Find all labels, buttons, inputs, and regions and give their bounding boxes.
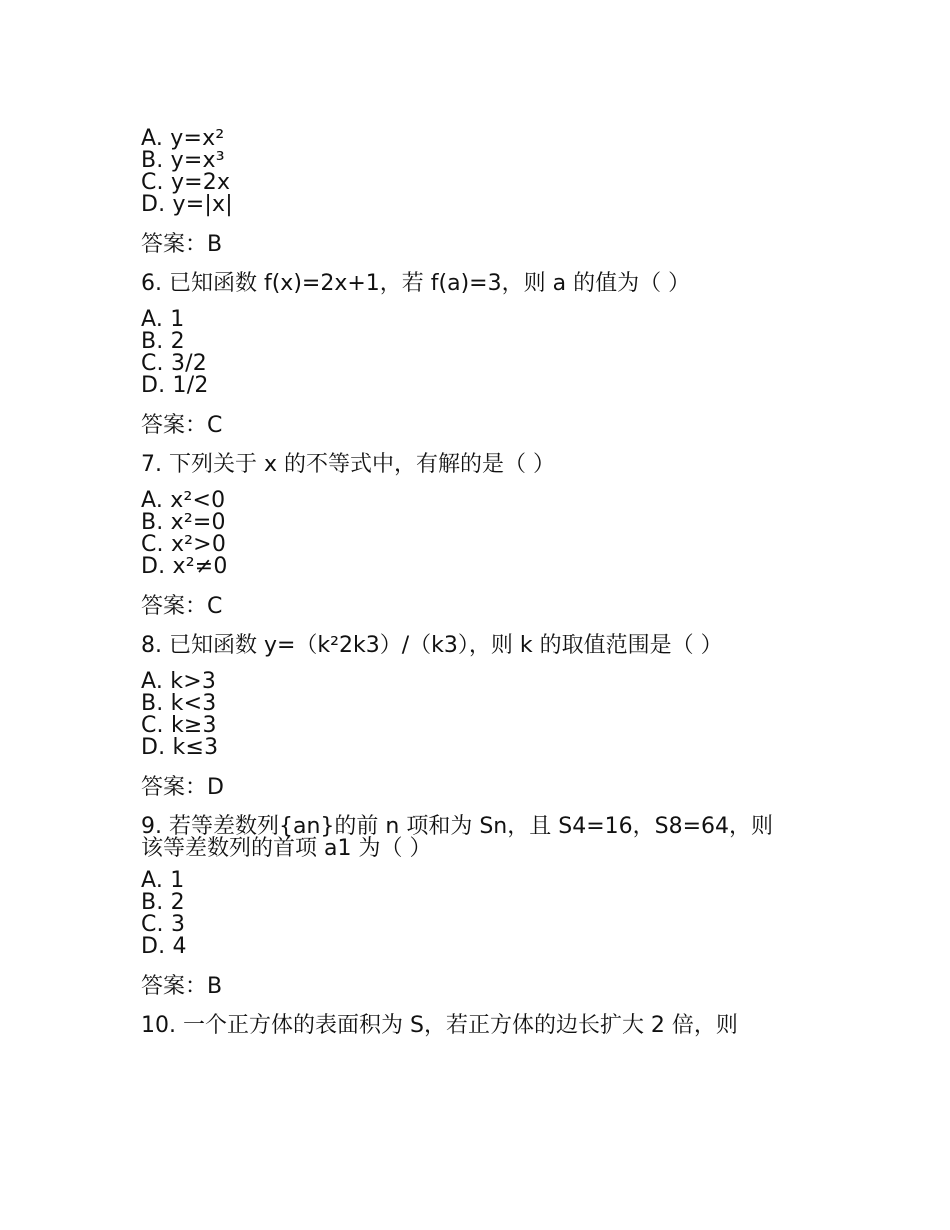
q9-option-d: D. 4 bbox=[141, 934, 187, 959]
q9-option-b: B. 2 bbox=[141, 890, 185, 915]
q5-option-a: A. y=x² bbox=[141, 126, 225, 151]
q6-option-d: D. 1/2 bbox=[141, 373, 209, 398]
q6-option-b: B. 2 bbox=[141, 329, 185, 354]
q7-option-b: B. x²=0 bbox=[141, 510, 226, 535]
q8-option-b: B. k<3 bbox=[141, 691, 217, 716]
q9-stem-line-2: 该等差数列的首项 a1 为（ ） bbox=[141, 836, 432, 861]
q7-option-d: D. x²≠0 bbox=[141, 554, 228, 579]
q6-option-c: C. 3/2 bbox=[141, 351, 207, 376]
q8-stem: 8. 已知函数 y=（k²2k3）/（k3），则 k 的取值范围是（ ） bbox=[141, 633, 723, 658]
q5-option-d: D. y=|x| bbox=[141, 192, 233, 217]
q7-stem: 7. 下列关于 x 的不等式中，有解的是（ ） bbox=[141, 452, 555, 477]
q6-option-a: A. 1 bbox=[141, 307, 185, 332]
q9-options bbox=[141, 870, 821, 958]
q8-option-d: D. k≤3 bbox=[141, 735, 219, 760]
q8-option-a: A. k>3 bbox=[141, 669, 217, 694]
q8-answer: 答案：D bbox=[141, 775, 224, 800]
q10-stem: 10. 一个正方体的表面积为 S，若正方体的边长扩大 2 倍，则 bbox=[141, 1013, 738, 1038]
q8-options bbox=[141, 671, 821, 759]
q9-stem-line-1: 9. 若等差数列{an}的前 n 项和为 Sn，且 S4=16，S8=64，则 bbox=[141, 814, 774, 839]
q9-stem bbox=[141, 816, 821, 860]
q7-option-c: C. x²>0 bbox=[141, 532, 227, 557]
q6-answer: 答案：C bbox=[141, 413, 223, 438]
q7-option-a: A. x²<0 bbox=[141, 488, 226, 513]
document-page bbox=[141, 128, 821, 1041]
q5-options bbox=[141, 128, 821, 216]
q6-stem: 6. 已知函数 f(x)=2x+1，若 f(a)=3，则 a 的值为（ ） bbox=[141, 271, 691, 296]
q6-options bbox=[141, 309, 821, 397]
q9-answer: 答案：B bbox=[141, 974, 223, 999]
q5-answer: 答案：B bbox=[141, 232, 223, 257]
q9-option-a: A. 1 bbox=[141, 868, 185, 893]
q8-option-c: C. k≥3 bbox=[141, 713, 217, 738]
q7-options bbox=[141, 490, 821, 578]
q9-option-c: C. 3 bbox=[141, 912, 186, 937]
q5-option-b: B. y=x³ bbox=[141, 148, 225, 173]
q7-answer: 答案：C bbox=[141, 594, 223, 619]
q5-option-c: C. y=2x bbox=[141, 170, 231, 195]
